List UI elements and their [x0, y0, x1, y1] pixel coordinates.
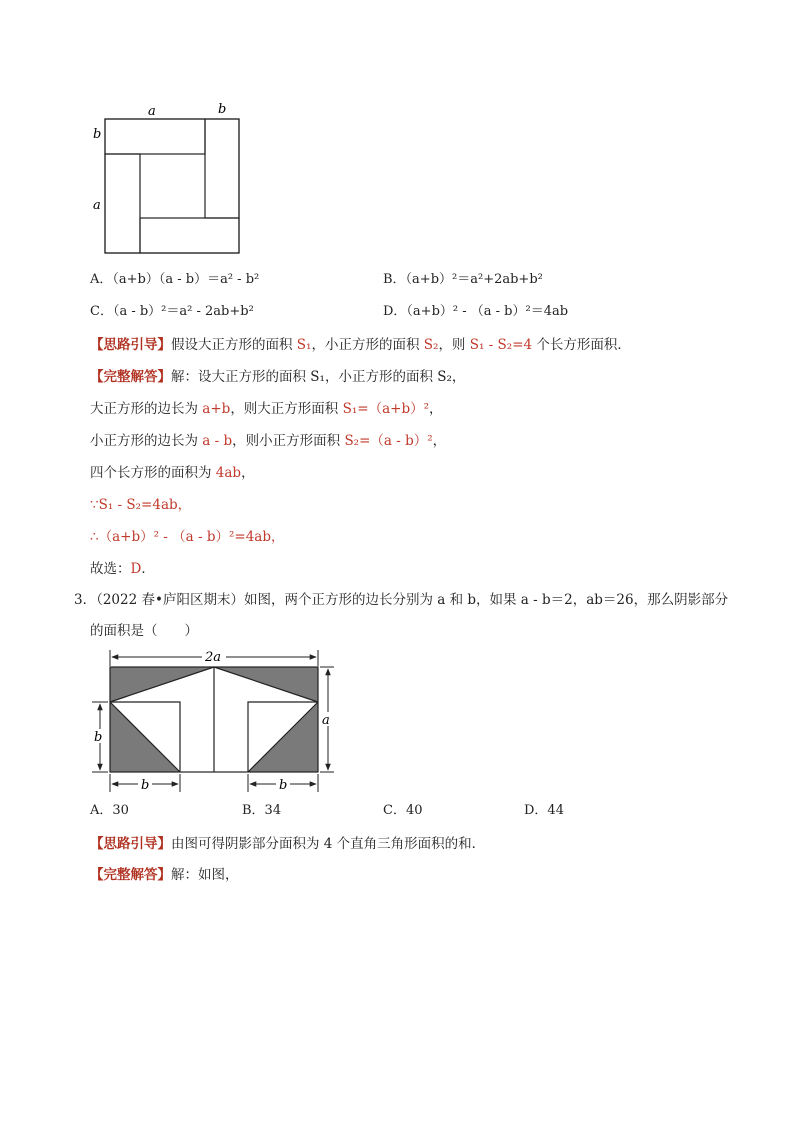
label-bottom-left-b: b [141, 778, 150, 793]
answer-line2-e: ， [429, 401, 443, 417]
answer-line2-c: ，则大正方形面积 [230, 401, 343, 417]
label-top-b: b [218, 102, 227, 117]
answer-line2-b: a+b [202, 401, 231, 417]
q3-option-c: C．40 [383, 803, 423, 818]
label-right-a: a [322, 713, 330, 728]
hint-text-4: 个长方形面积． [532, 337, 631, 353]
hint-text-1: 假设大正方形的面积 [171, 337, 297, 353]
hint-text-2: ，小正方形的面积 [311, 337, 424, 353]
hint-s2: S₂ [423, 337, 439, 353]
q3-answer-text: 解：如图， [171, 867, 239, 883]
rect-bottom [140, 218, 239, 253]
answer-line4-b: 4ab [215, 465, 242, 481]
q3-hint-line [90, 835, 485, 853]
answer-line-2 [90, 400, 443, 418]
label-left-b: b [93, 127, 102, 142]
q3-hint-text: 由图可得阴影部分面积为 4 个直角三角形面积的和． [171, 836, 486, 852]
q3-answer-line [90, 866, 239, 884]
hint-text-3: ，则 [438, 337, 470, 353]
answer-line-3 [90, 432, 446, 450]
option-d: D．（a+b）² - （a - b）²＝4ab [383, 304, 569, 319]
answer-line-6: ∴（a+b）² - （a - b）²=4ab， [90, 529, 285, 545]
answer-line1-text: 解：设大正方形的面积 S₁，小正方形的面积 S₂， [171, 369, 466, 385]
answer-line2-a: 大正方形的边长为 [90, 401, 203, 417]
option-b: B．（a+b）²＝a²+2ab+b² [383, 272, 543, 287]
answer-line3-e: ， [432, 433, 447, 449]
answer-line2-d: S₁=（a+b）² [342, 401, 429, 417]
answer-line-7 [90, 560, 155, 578]
figure-two-squares-shaded [86, 646, 346, 794]
answer-line4-a: 四个长方形的面积为 [90, 465, 216, 481]
answer-line3-c: ，则小正方形面积 [232, 433, 345, 449]
answer-tag: 【完整解答】 [90, 369, 171, 385]
answer-line-4 [90, 464, 255, 482]
q3-stem-line-2: 的面积是（ ） [90, 623, 198, 639]
figure-square-rectangles [84, 98, 254, 258]
hint-tag: 【思路引导】 [90, 337, 171, 353]
outer-square [105, 119, 239, 253]
q3-hint-tag: 【思路引导】 [90, 836, 171, 852]
q3-stem-line-1: 3．（2022 春•庐阳区期末）如图，两个正方形的边长分别为 a 和 b，如果 a - b＝2，ab＝26，那么阴影部分 [74, 592, 729, 608]
rect-top [105, 119, 205, 154]
answer-line-1 [90, 368, 465, 386]
answer-line7-a: 故选： [90, 561, 131, 577]
q3-option-d: D．44 [524, 803, 564, 818]
hint-expr: S₁ - S₂=4 [469, 337, 533, 353]
answer-line-5: ∵S₁ - S₂=4ab， [90, 497, 192, 513]
answer-line3-d: S₂=（a - b）² [344, 433, 433, 449]
option-c: C．（a - b）²＝a² - 2ab+b² [90, 304, 254, 319]
label-left-a: a [93, 198, 101, 213]
rect-right [205, 119, 239, 218]
answer-line3-a: 小正方形的边长为 [90, 433, 203, 449]
q3-answer-tag: 【完整解答】 [90, 867, 171, 883]
answer-line4-c: ， [241, 465, 255, 481]
hint-line [90, 336, 631, 354]
q3-option-b: B．34 [242, 803, 282, 818]
q3-option-a: A．30 [90, 803, 129, 818]
label-left-b: b [94, 730, 103, 745]
answer-line3-b: a - b [202, 433, 233, 449]
option-a: A．（a+b）（a - b）＝a² - b² [90, 272, 260, 287]
label-2a: 2a [205, 650, 222, 665]
answer-line7-c: ． [141, 561, 155, 577]
label-bottom-right-b: b [279, 778, 288, 793]
answer-line7-b: D [130, 561, 142, 577]
label-top-a: a [148, 104, 156, 119]
rect-left [105, 154, 140, 253]
hint-s1: S₁ [296, 337, 312, 353]
